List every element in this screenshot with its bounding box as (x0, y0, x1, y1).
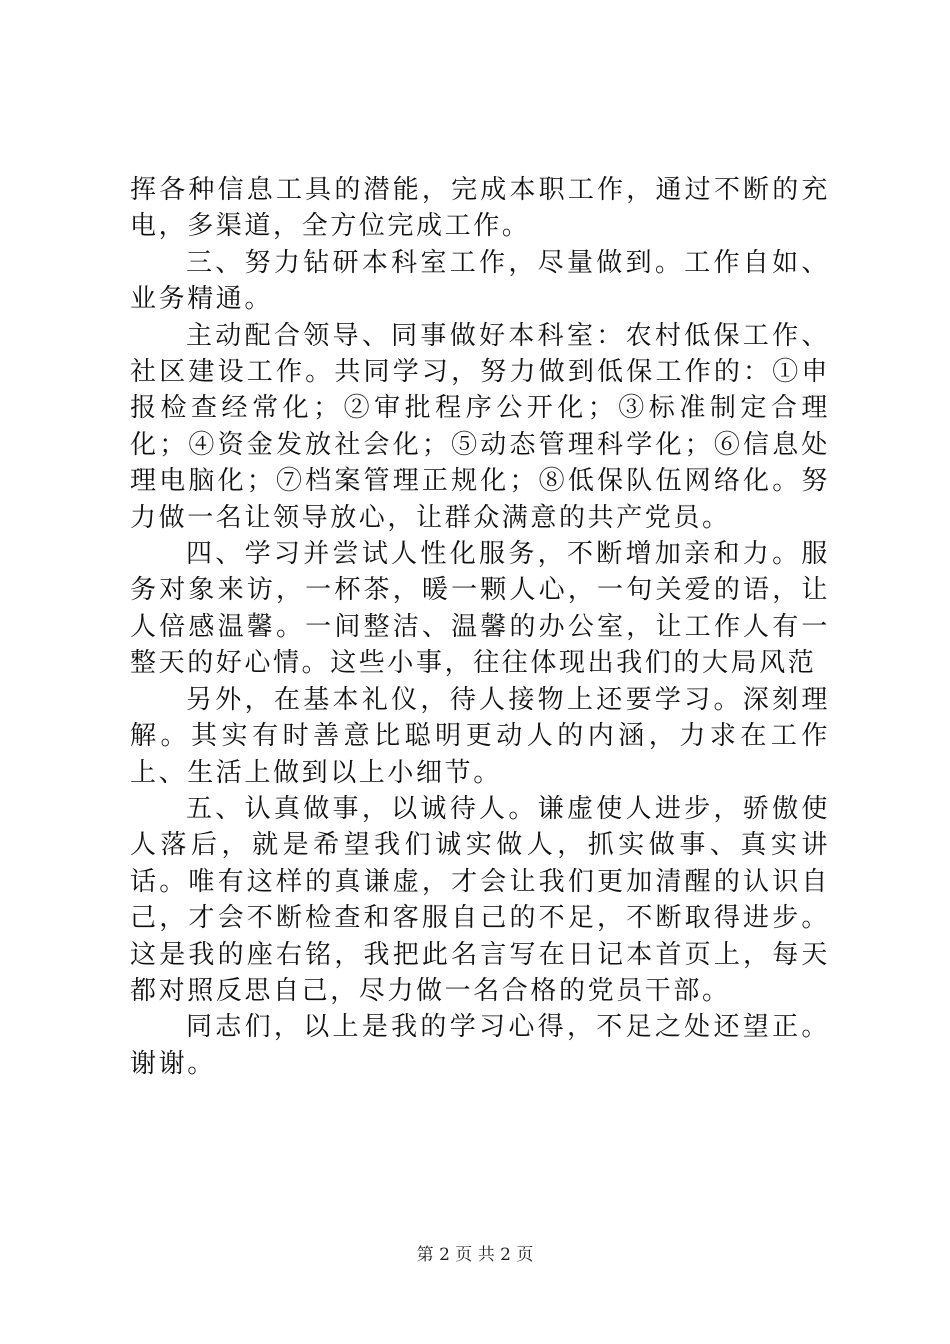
paragraph-section-three: 三、努力钻研本科室工作，尽量做到。工作自如、业务精通。 (130, 247, 830, 315)
paragraph-section-five: 五、认真做事，以诚待人。谦虚使人进步，骄傲使人落后，就是希望我们诚实做人，抓实做事、真实讲话。唯有这样的真谦虚，才会让我们更加清醒的认识自己，才会不断检查和客服自己的不足，不断取得进步。这是我的座右铭，我把此名言写在日记本首页上，每天都对照反思自己，尽力做一名合格的党员干部。 (130, 793, 830, 1006)
document-body (130, 172, 830, 1082)
paragraph-cooperation: 主动配合领导、同事做好本科室：农村低保工作、社区建设工作。共同学习，努力做到低保工作的：①申报检查经常化；②审批程序公开化；③标准制定合理化；④资金发放社会化；⑤动态管理科学化；⑥信息处理电脑化；⑦档案管理正规化；⑧低保队伍网络化。努力做一名让领导放心，让群众满意的共产党员。 (130, 320, 830, 533)
paragraph-continuation: 挥各种信息工具的潜能，完成本职工作，通过不断的充电，多渠道，全方位完成工作。 (130, 175, 830, 242)
paragraph-closing: 同志们，以上是我的学习心得，不足之处还望正。谢谢。 (130, 1012, 830, 1079)
page-number-footer: 第 2 页 共 2 页 (416, 1245, 534, 1265)
paragraph-etiquette: 另外，在基本礼仪，待人接物上还要学习。深刻理解。其实有时善意比聪明更动人的内涵，力求在工作上、生活上做到以上小细节。 (130, 684, 830, 788)
paragraph-section-four: 四、学习并尝试人性化服务，不断增加亲和力。服务对象来访，一杯茶，暖一颗人心，一句关爱的语，让人倍感温馨。一间整洁、温馨的办公室，让工作人有一整天的好心情。这些小事，往往体现出我们的大局风范 (130, 539, 830, 679)
